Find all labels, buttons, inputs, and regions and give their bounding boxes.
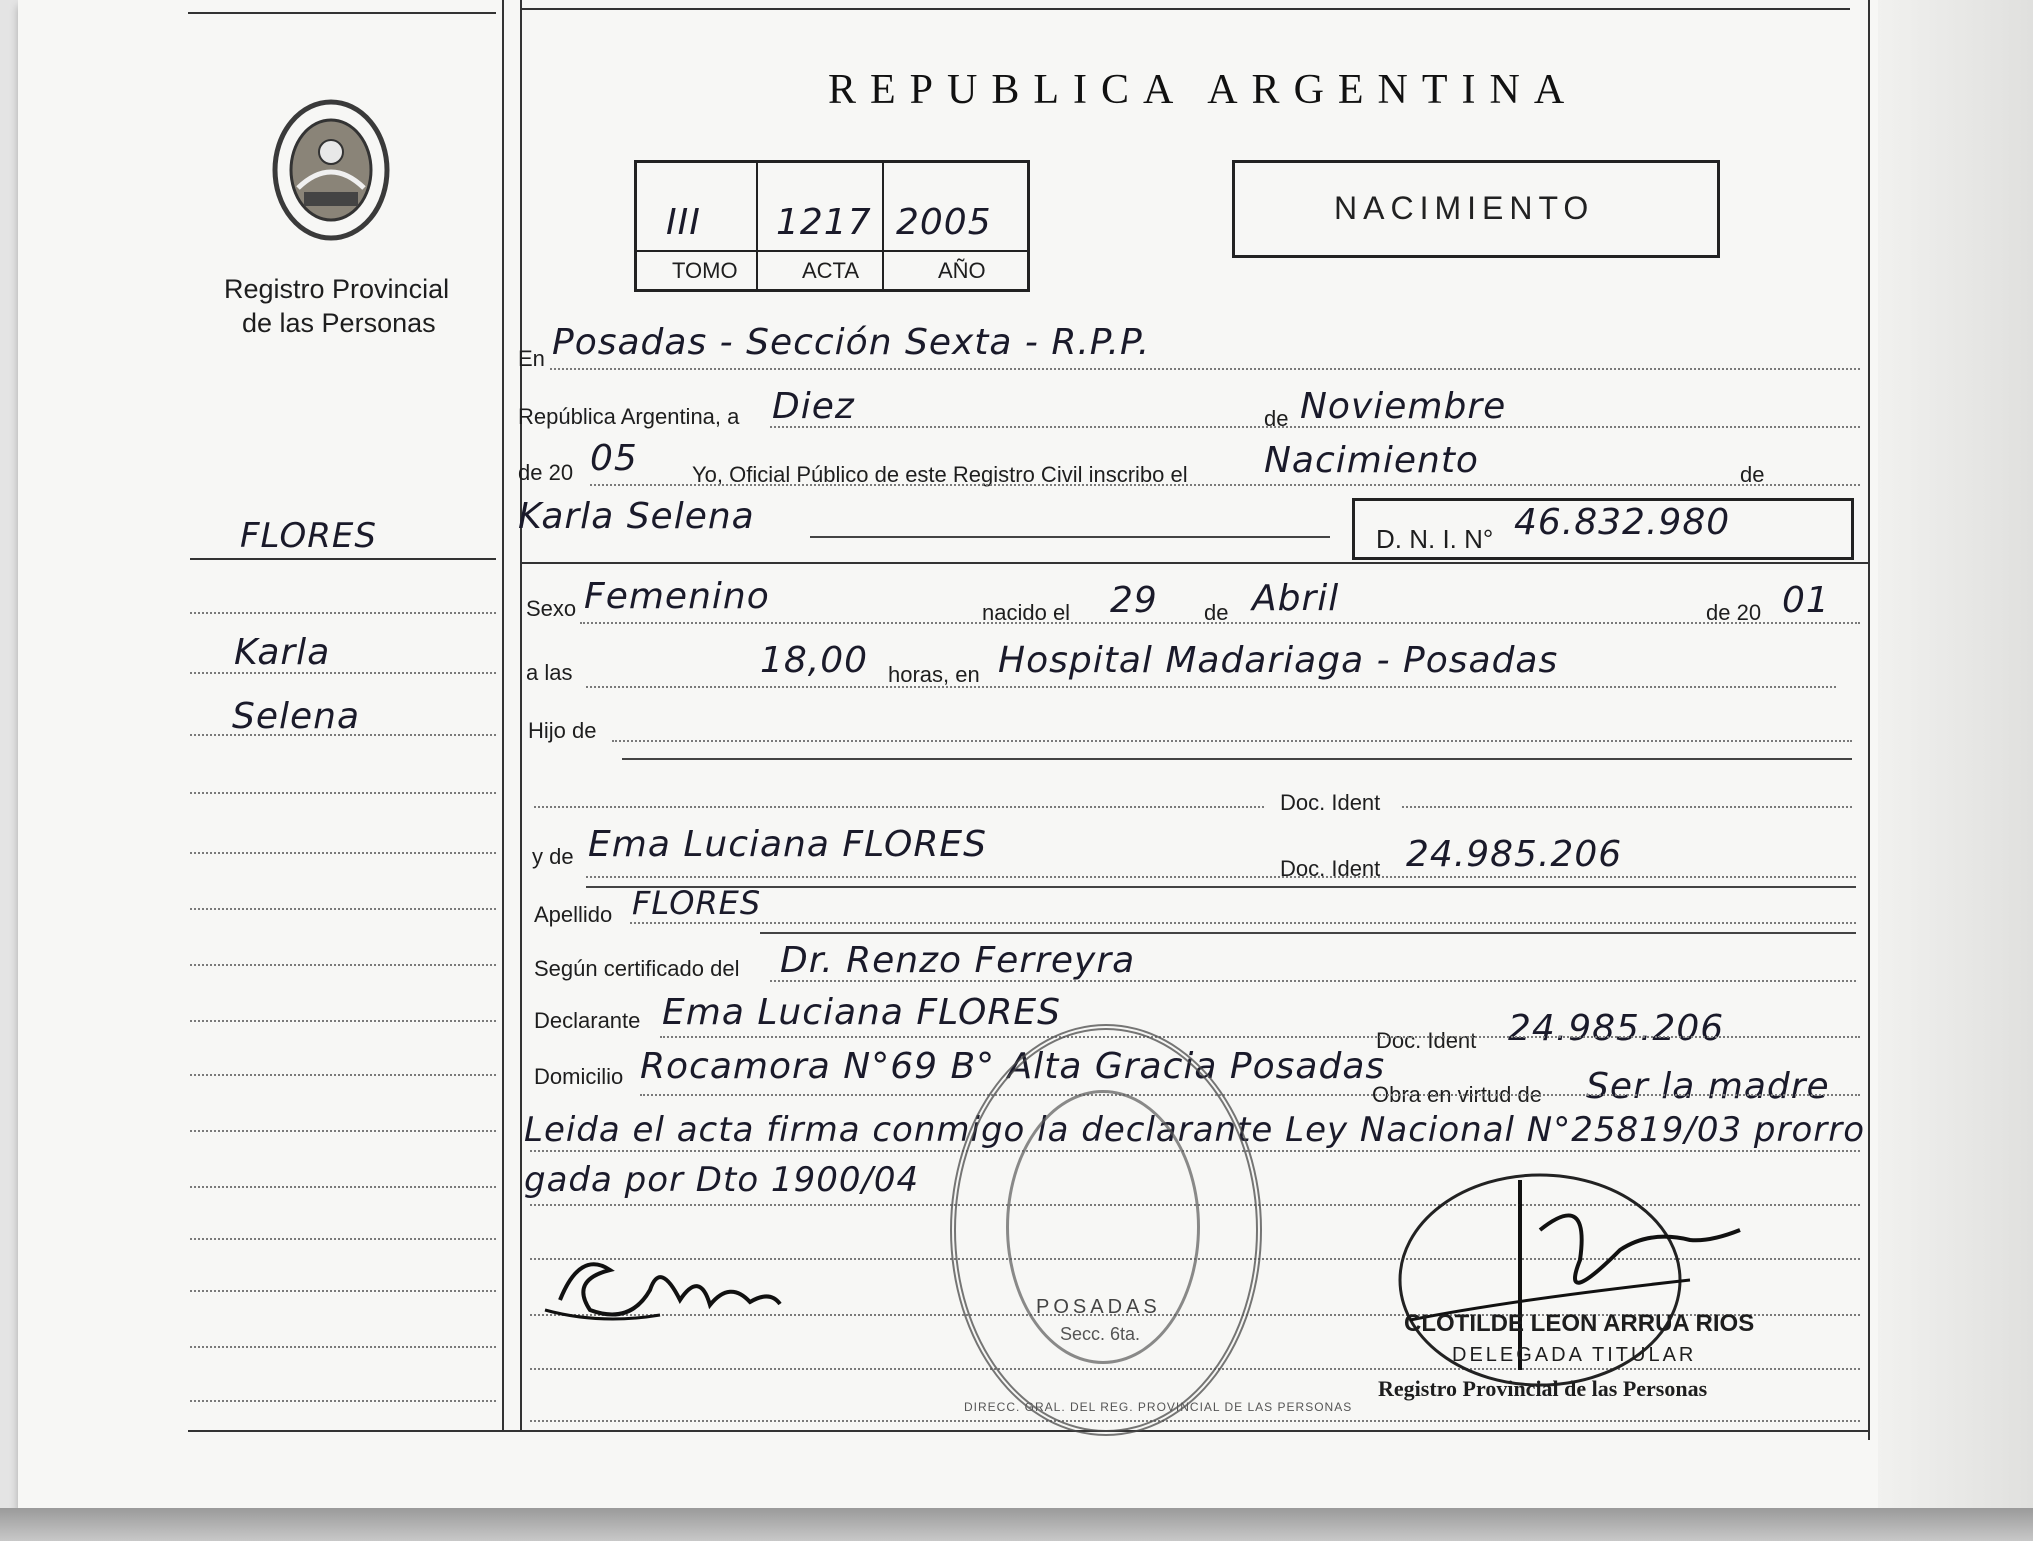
- line: [622, 758, 1852, 760]
- margin-dotted-line: [190, 1400, 496, 1402]
- margin-nombre1: Karla: [234, 632, 331, 673]
- acta-value: 1217: [776, 202, 872, 243]
- official-role: DELEGADA TITULAR: [1452, 1344, 1697, 1366]
- margin-apellido: FLORES: [240, 516, 377, 556]
- frame-top-right: [520, 8, 1850, 10]
- table-divider: [634, 250, 1027, 252]
- section-rule: [520, 562, 1868, 564]
- horas-label: horas, en: [888, 662, 980, 687]
- apellido-label: Apellido: [534, 902, 613, 927]
- obra-value: Ser la madre: [1586, 1066, 1830, 1107]
- line: [586, 686, 1836, 688]
- seal-city: POSADAS: [1036, 1296, 1161, 1318]
- anio-value: 05: [590, 438, 638, 479]
- margin-dotted-line: [190, 964, 496, 966]
- margin-dotted-line: [190, 792, 496, 794]
- nac-de-label: de: [1204, 600, 1229, 625]
- mes-value: Noviembre: [1300, 386, 1507, 427]
- line: [640, 1094, 1860, 1096]
- nac-dia: 29: [1110, 580, 1158, 621]
- lugar-value: Hospital Madariaga - Posadas: [998, 640, 1559, 681]
- registry-name-line2: de las Personas: [242, 308, 436, 338]
- hijo-label: Hijo de: [528, 718, 597, 743]
- nac-anio: 01: [1782, 580, 1830, 621]
- apellido-value: FLORES: [632, 884, 762, 922]
- declarante-value: Ema Luciana FLORES: [662, 992, 1061, 1033]
- dni-value: 46.832.980: [1514, 502, 1731, 543]
- margin-divider-inner: [520, 0, 522, 1430]
- margin-nombre2: Selena: [232, 696, 361, 737]
- margin-dotted-line: [190, 1238, 496, 1240]
- official-name: CLOTILDE LEON ARRUA RIOS: [1404, 1310, 1755, 1337]
- frame-top-left: [188, 12, 496, 14]
- madre-value: Ema Luciana FLORES: [588, 824, 987, 865]
- dni-label: D. N. I. N°: [1376, 524, 1494, 554]
- line: [630, 922, 1856, 924]
- en-label: En: [518, 346, 545, 371]
- record-type: NACIMIENTO: [1334, 190, 1595, 226]
- medico-value: Dr. Renzo Ferreyra: [780, 940, 1136, 981]
- line: [1402, 806, 1852, 808]
- yo-label: Yo, Oficial Público de este Registro Civil inscribo el: [692, 462, 1188, 487]
- declarante-label: Declarante: [534, 1008, 641, 1033]
- doc2-value: 24.985.206: [1406, 834, 1623, 875]
- margin-dotted-line: [190, 1346, 496, 1348]
- doc2-label: Doc. Ident: [1280, 856, 1381, 881]
- binding-shadow: [0, 1508, 2033, 1541]
- note-line2: gada por Dto 1900/04: [524, 1160, 920, 1200]
- province-seal-icon: [268, 96, 394, 244]
- line: [586, 886, 1856, 888]
- margin-dotted-line: [190, 908, 496, 910]
- line: [660, 1036, 1860, 1038]
- frame-right: [1868, 0, 1870, 1440]
- rep-label: República Argentina, a: [518, 404, 740, 429]
- line: [534, 806, 1264, 808]
- line: [810, 536, 1330, 538]
- anio-label: AÑO: [938, 258, 986, 283]
- official-office: Registro Provincial de las Personas: [1378, 1376, 1708, 1401]
- a-las-label: a las: [526, 660, 573, 685]
- office-seal-inner: [1006, 1090, 1200, 1364]
- table-divider: [756, 160, 758, 289]
- acto-value: Nacimiento: [1264, 440, 1479, 481]
- margin-dotted-line: [190, 672, 496, 674]
- de-end-label: de: [1740, 462, 1765, 487]
- doc3-value: 24.985.206: [1508, 1008, 1725, 1049]
- line: [770, 426, 1860, 428]
- margin-dotted-line: [190, 734, 496, 736]
- page-edge: [1878, 0, 2033, 1541]
- doc3-label: Doc. Ident: [1376, 1028, 1477, 1053]
- nac-de20-label: de 20: [1706, 600, 1762, 625]
- obra-label: Obra en virtud de: [1372, 1082, 1542, 1107]
- margin-dotted-line: [190, 1020, 496, 1022]
- seal-outer-text: DIRECC. GRAL. DEL REG. PROVINCIAL DE LAS PERSONAS: [964, 1400, 1353, 1414]
- nacido-label: nacido el: [982, 600, 1071, 625]
- nac-mes: Abril: [1252, 578, 1340, 619]
- margin-dotted-line: [190, 612, 496, 614]
- line: [580, 622, 1860, 624]
- margin-dotted-line: [190, 1290, 496, 1292]
- yde-label: y de: [532, 844, 574, 869]
- sexo-value: Femenino: [584, 576, 770, 617]
- line: [770, 980, 1856, 982]
- de-label: de: [1264, 406, 1289, 431]
- margin-rule: [190, 558, 496, 560]
- line: [550, 368, 1860, 370]
- margin-dotted-line: [190, 1074, 496, 1076]
- margin-divider: [502, 0, 504, 1430]
- registry-name-line1: Registro Provincial: [224, 274, 450, 304]
- table-divider: [882, 160, 884, 289]
- nombre-value: Karla Selena: [518, 496, 755, 537]
- tomo-label: TOMO: [672, 258, 738, 283]
- hora-value: 18,00: [760, 640, 869, 681]
- seal-section: Secc. 6ta.: [1060, 1324, 1141, 1344]
- declarant-signature: [540, 1230, 800, 1340]
- tomo-value: III: [666, 202, 701, 243]
- de20-label: de 20: [518, 460, 574, 485]
- line: [760, 932, 1856, 934]
- country-title: REPUBLICA ARGENTINA: [828, 67, 1579, 113]
- line: [530, 1420, 1860, 1422]
- domicilio-value: Rocamora N°69 B° Alta Gracia Posadas: [640, 1046, 1386, 1087]
- acta-label: ACTA: [802, 258, 860, 283]
- en-value: Posadas - Sección Sexta - R.P.P.: [552, 322, 1151, 363]
- frame-bottom: [188, 1430, 1868, 1432]
- domicilio-label: Domicilio: [534, 1064, 624, 1089]
- line: [586, 876, 1856, 878]
- anio-value: 2005: [896, 202, 992, 243]
- margin-dotted-line: [190, 1186, 496, 1188]
- note-line1: Leida el acta firma conmigo la declarante Ley Nacional N°25819/03 prorro: [524, 1110, 1866, 1150]
- doc1-label: Doc. Ident: [1280, 790, 1381, 815]
- line: [612, 740, 1852, 742]
- line: [590, 484, 1860, 486]
- dia-value: Diez: [772, 386, 855, 427]
- margin-dotted-line: [190, 852, 496, 854]
- segun-label: Según certificado del: [534, 956, 740, 981]
- sexo-label: Sexo: [526, 596, 577, 621]
- margin-dotted-line: [190, 1130, 496, 1132]
